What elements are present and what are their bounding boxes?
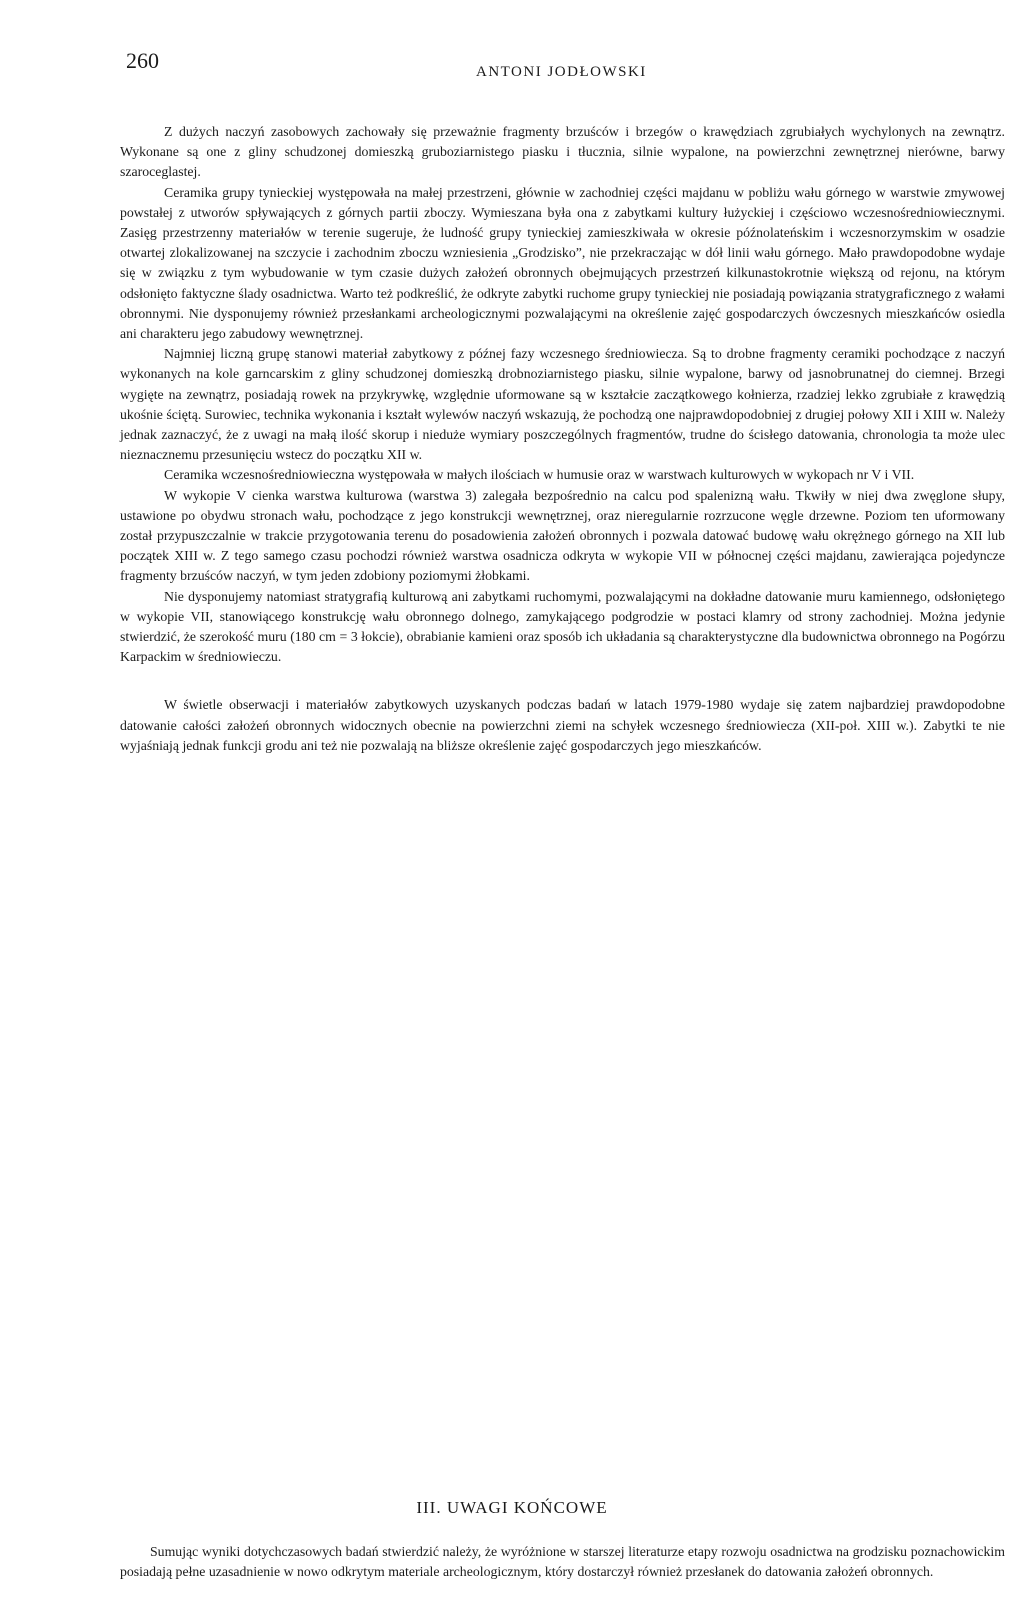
paragraph-conclusions: Sumując wyniki dotychczasowych badań stwierdzić należy, że wyróżnione w starszej literaturze etapy rozwoju osadnictwa na grodzisku poznachowickim posiadają pełne uzasadnienie w nowo odkrytym materiale archeologicznym, który dostarczył również przesłanek do datowania założeń obronnych. (120, 1544, 1005, 1580)
page-number: 260 (126, 48, 159, 73)
paragraph-stone-wall: Nie dysponujemy natomiast stratygrafią kulturową ani zabytkami ruchomymi, pozwalającymi na dokładne datowanie muru kamiennego, odsłoniętego w wykopie VII, stanowiącego konstrukcję wału obronnego dolnego, zamykającego podgrodzie w postaci klamry od strony zachodniej. Można jedynie stwierdzić, że szerokość muru (180 cm = 3 łokcie), obrabianie kamieni oraz sposób ich układania są charakterystyczne dla budownictwa obronnego na Pogórzu Karpackim w średniowieczu. (120, 588, 1005, 665)
paragraph-late-medieval: Najmniej liczną grupę stanowi materiał zabytkowy z późnej fazy wczesnego średniowiecza. Są to drobne fragmenty ceramiki pochodzące z naczyń wykonanych na kole garncarskim z gliny schudzonej domieszką drobnoziarnistego piasku, silnie wypalone, barwy od jasnobrunatnej do ciemnej. Brzegi wygięte na zewnątrz, posiadają rowek na przykrywkę, względnie uformowane są w kształcie zaczątkowego kołnierza, rzadziej lekko zgrubiałe z krawędzią ukośnie ściętą. Surowiec, technika wykonania i kształt wylewów naczyń wskazują, że pochodzą one najprawdopodobniej z drugiej połowy XII i XIII w. Należy jednak zaznaczyć, że z uwagi na małą ilość skorup i nieduże wymiary poszczególnych fragmentów, trudne do ścisłego datowania, chronologia ta może ulec nieznacznemu przesunięciu wstecz do początku XII w. (120, 346, 1005, 463)
body-text (120, 122, 1005, 756)
running-head: ANTONI JODŁOWSKI (476, 64, 647, 80)
paragraph-dating-summary: W świetle obserwacji i materiałów zabytkowych uzyskanych podczas badań w latach 1979-1980 wydaje się zatem najbardziej prawdopodobne datowanie całości założeń obronnych widocznych obecnie na powierzchni ziemi na schyłek wczesnego średniowiecza (XII-poł. XIII w.). Zabytki te nie wyjaśniają jednak funkcji grodu ani też nie pozwalają na bliższe określenie zajęć gospodarczych jego mieszkańców. (120, 697, 1005, 753)
paragraph-trench-v: W wykopie V cienka warstwa kulturowa (warstwa 3) zalegała bezpośrednio na calcu pod spalenizną wału. Tkwiły w niej dwa zwęglone słupy, ustawione po obydwu stronach wału, pochodzące z jego konstrukcji wewnętrznej, oraz nieregularnie rozrzucone węgle drzewne. Poziom ten uformowany został przypuszczalnie w trakcie przygotowania terenu do posadowienia założeń obronnych i pozwala datować budowę wału okrężnego górnego na XII lub początek XIII w. Z tego samego czasu pochodzi również warstwa osadnicza odkryta w wykopie VII w północnej części majdanu, zawierająca pojedyncze fragmenty brzuśców naczyń, w tym jeden zdobiony poziomymi żłobkami. (120, 487, 1005, 584)
section-heading: III. UWAGI KOŃCOWE (416, 1498, 608, 1517)
paragraph-tyniec-group: Ceramika grupy tynieckiej występowała na małej przestrzeni, głównie w zachodniej części majdanu w pobliżu wału górnego w warstwie zmywowej powstałej z utworów spływających z górnych partii zboczy. Wymieszana była ona z zabytkami kultury łużyckiej i częściowo wczesnośredniowiecznymi. Zasięg przestrzenny materiałów w terenie sugeruje, że ludność grupy tynieckiej zamieszkiwała w okresie późnolateńskim i wczesnorzymskim w osadzie otwartej zlokalizowanej na szczycie i zachodnim zboczu wzniesienia „Grodzisko”, nie przekraczając w dół linii wału górnego. Mało prawdopodobne wydaje się w związku z tym wybudowanie w tym czasie dużych założeń obronnych obejmujących przestrzeń kilkunastokrotnie większą od rejonu, na którym odsłonięto faktyczne ślady osadnictwa. Warto też podkreślić, że odkryte zabytki ruchome grupy tynieckiej nie posiadają powiązania stratygraficznego z wałami obronnymi. Nie dysponujemy również przesłankami archeologicznymi pozwalającymi na określenie zajęć gospodarczych ówczesnych mieszkańców osiedla ani charakteru jego zabudowy wewnętrznej. (120, 184, 1005, 342)
paragraph-large-vessels: Z dużych naczyń zasobowych zachowały się przeważnie fragmenty brzuśców i brzegów o krawędziach zgrubiałych wychylonych na zewnątrz. Wykonane są one z gliny schudzonej domieszką gruboziarnistego piasku i tłucznia, silnie wypalone, na powierzchni zewnętrznej nierówne, barwy szaroceglastej. (120, 124, 1005, 180)
page-header (126, 48, 1006, 88)
paragraph-early-medieval-ceramics: Ceramika wczesnośredniowieczna występowała w małych ilościach w humusie oraz w warstwach kulturowych w wykopach nr V i VII. (164, 467, 915, 483)
closing-text (120, 1542, 1005, 1582)
